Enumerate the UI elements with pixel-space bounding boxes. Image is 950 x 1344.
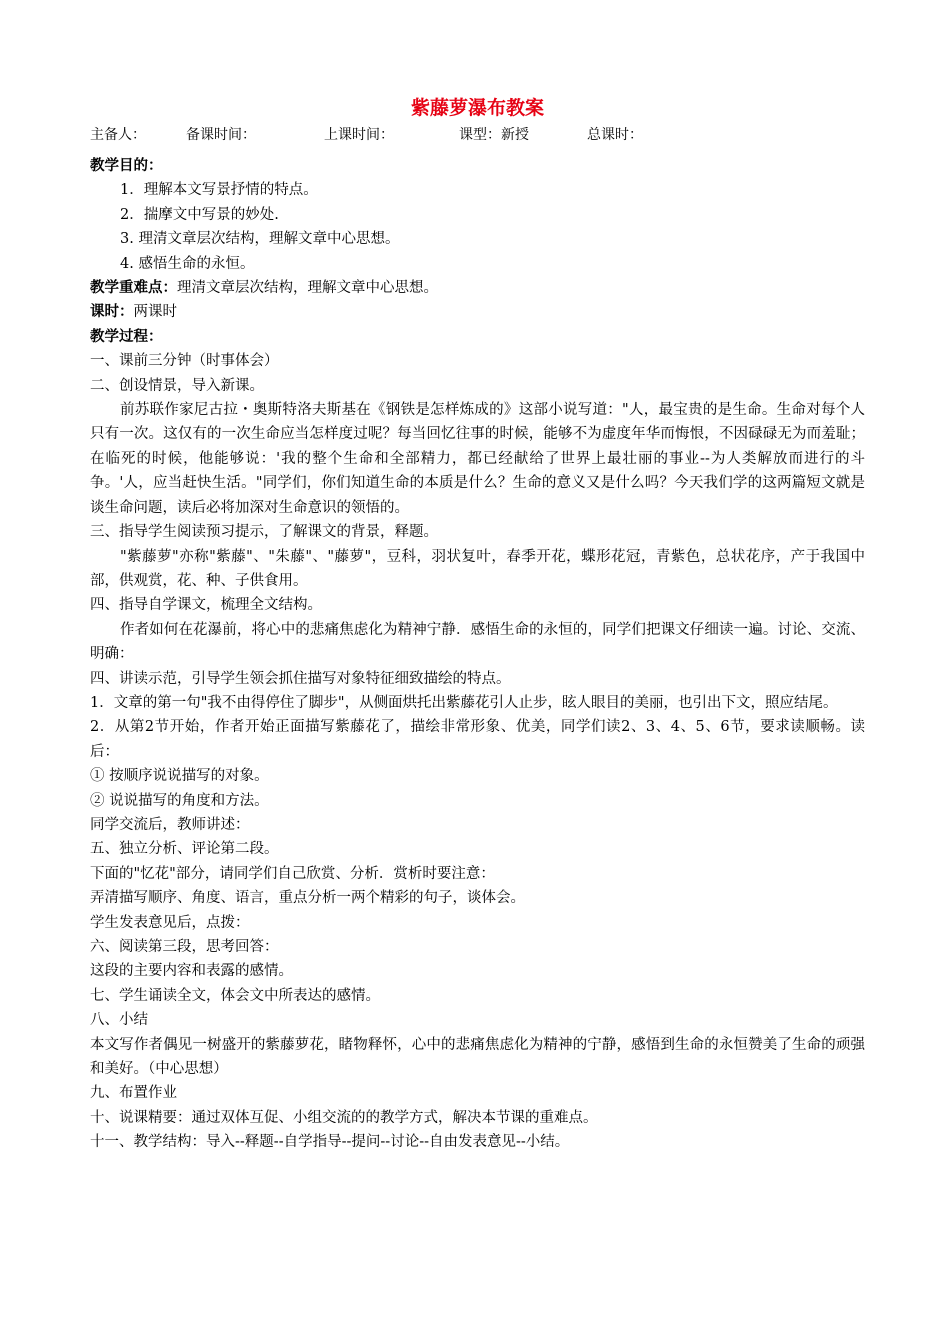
analysis-item-1: 1．文章的第一句"我不由得停住了脚步"，从侧面烘托出紫藤花引人止步，眩人眼目的美丽，也引出下文，照应结尾。 [90,694,838,711]
process-line: 学生发表意见后，点拨： [90,914,250,931]
class-time-label: 上课时间： [324,127,394,143]
process-step: 四、指导自学课文，梳理全文结构。 [90,597,322,614]
preparer-label: 主备人： [90,127,146,143]
process-line: 这段的主要内容和表露的感情。 [90,963,293,980]
analysis-item-2: 2．从第2节开始，作者开始正面描写紫藤花了，描绘非常形象、优美，同学们读2、3、4、5、6节，要求读顺畅。读后： [90,719,865,760]
process-step: 三、指导学生阅读预习提示，了解课文的背景，释题。 [90,524,438,541]
process-line: 十一、教学结构：导入--释题--自学指导--提问--讨论--自由发表意见--小结。 [90,1134,570,1151]
key-points-label: 教学重难点： [90,280,177,297]
lesson-plan-page [90,96,865,1155]
key-points-text: 理清文章层次结构，理解文章中心思想。 [177,280,438,297]
summary-paragraph: 本文写作者偶见一树盛开的紫藤萝花，睹物释怀，心中的悲痛焦虑化为精神的宁静，感悟到生命的永恒赞美了生命的顽强和美好。（中心思想） [90,1036,865,1078]
periods-text: 两课时 [133,304,177,321]
process-line: 九、布置作业 [90,1085,177,1102]
process-line: ① 按顺序说说描写的对象。 [90,768,269,785]
objective-item: 2．揣摩文中写景的妙处. [120,206,279,223]
process-heading: 教学过程： [90,328,163,345]
process-line: 弄清描写顺序、角度、语言，重点分析一两个精彩的句子，谈体会。 [90,890,525,907]
process-line: 五、独立分析、评论第二段。 [90,841,279,858]
process-line: 七、学生诵读全文，体会文中所表达的感情。 [90,987,380,1004]
objectives-heading: 教学目的： [90,158,163,174]
objective-item: 1．理解本文写景抒情的特点。 [120,182,318,199]
periods-row [90,300,865,324]
process-line: ② 说说描写的角度和方法。 [90,792,269,809]
key-points-row [90,276,865,300]
periods-label: 课时： [90,304,134,321]
objective-item: 4. 感悟生命的永恒。 [120,255,255,272]
process-step: 一、课前三分钟（时事体会） [90,353,279,370]
self-study-paragraph: 作者如何在花瀑前，将心中的悲痛焦虑化为精神宁静．感悟生命的永恒的，同学们把课文仔细读一遍。讨论、交流、明确： [90,621,865,663]
process-step: 二、创设情景，导入新课。 [90,377,264,394]
process-line: 八、小结 [90,1012,148,1029]
quote-paragraph: 前苏联作家尼古拉・奥斯特洛夫斯基在《钢铁是怎样炼成的》这部小说写道："人，最宝贵的是生命。生命对每个人只有一次。这仅有的一次生命应当怎样度过呢？每当回忆往事的时候，能够不为虚度年华而悔恨，不因碌碌无为而羞耻；在临死的时候，他能够说：'我的整个生命和全部精力，都已经献给了世界上最壮丽的事业--为人类解放而进行的斗争。'人，应当赶快生活。"同学们，你们知道生命的本质是什么？生命的意义又是什么吗？今天我们学的这两篇短文就是谈生命问题，读后必将加深对生命意识的领悟的。 [90,402,865,516]
wisteria-definition-paragraph: "紫藤萝"亦称"紫藤"、"朱藤"、"藤萝"，豆科，羽状复叶，春季开花，蝶形花冠，青紫色，总状花序，产于我国中部，供观赏，花、种、子供食用。 [90,548,865,589]
process-line: 同学交流后，教师讲述： [90,816,250,833]
process-line: 十、说课精要：通过双体互促、小组交流的的教学方式，解决本节课的重难点。 [90,1109,598,1126]
total-hours-label: 总课时： [587,127,643,143]
header-meta-row [90,124,865,146]
process-line: 下面的"忆花"部分，请同学们自己欣赏、分析．赏析时要注意： [90,865,495,882]
process-step: 四、讲读示范，引导学生领会抓住描写对象特征细致描绘的特点。 [90,670,511,687]
prep-time-label: 备课时间： [186,127,256,143]
lesson-type-label: 课型：新授 [459,127,529,143]
objective-item: 3. 理清文章层次结构，理解文章中心思想。 [120,231,400,248]
process-line: 六、阅读第三段，思考回答： [90,939,279,955]
document-title: 紫藤萝瀑布教案 [410,97,544,119]
